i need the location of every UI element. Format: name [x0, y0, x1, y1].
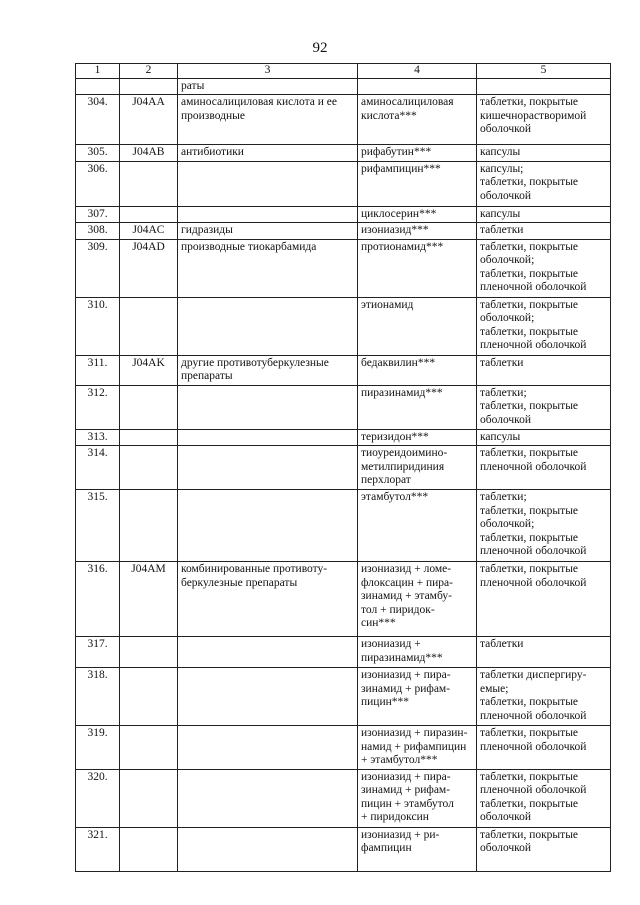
dosage-form-line: таблетки, покрытые [480, 400, 579, 412]
table-row [76, 145, 611, 162]
group-name-line: аминосалициловая кислота и ее [181, 96, 337, 108]
group-name [178, 429, 358, 446]
dosage-form [477, 223, 611, 240]
dosage-form-line: оболочкой [480, 189, 532, 202]
table-row [76, 562, 611, 637]
dosage-form [477, 206, 611, 223]
group-name [178, 223, 358, 240]
dosage-form-line: таблетки; [480, 386, 527, 399]
atc-code [120, 637, 178, 668]
dosage-form-line: пленочной оболочкой [480, 339, 587, 351]
row-number: 315. [76, 490, 120, 562]
group-name [178, 726, 358, 770]
drug-name [358, 769, 477, 827]
group-name [178, 239, 358, 297]
group-name-line: антибиотики [181, 146, 244, 158]
drug-name-line: изониазид + пира- [361, 770, 451, 783]
drug-name-line: тиоуреидоимино- [361, 447, 448, 459]
atc-code: J04AD [120, 239, 178, 297]
page-number: 92 [312, 40, 328, 56]
drug-name-line: изониазид*** [361, 224, 429, 236]
atc-code: J04AA [120, 95, 178, 145]
dosage-form-line: оболочкой; [480, 254, 535, 266]
dosage-form [477, 668, 611, 726]
drug-name-line: перхлорат [361, 474, 411, 486]
row-number: 309. [76, 239, 120, 297]
drug-name-line: флоксацин + пира- [361, 576, 453, 589]
dosage-form [477, 385, 611, 429]
dosage-form [477, 429, 611, 446]
dosage-form [477, 562, 611, 637]
continuation-row [76, 78, 611, 95]
table-row [76, 726, 611, 770]
dosage-form-line: пленочной оболочкой [480, 281, 587, 293]
dosage-form-line: оболочкой [480, 413, 532, 426]
group-name [178, 668, 358, 726]
atc-code [120, 206, 178, 223]
drug-name-line: циклосерин*** [361, 207, 437, 220]
row-number: 307. [76, 206, 120, 223]
dosage-form-line: оболочкой [480, 811, 532, 823]
drug-name [358, 429, 477, 446]
drug-name-line: фампицин [361, 842, 412, 854]
drug-name-line: протионамид*** [361, 240, 444, 253]
drug-name-line: изониазид + ри- [361, 828, 440, 841]
group-name-line: производные [181, 109, 245, 122]
atc-code [120, 297, 178, 355]
drug-name [358, 562, 477, 637]
drug-name-line: син*** [361, 617, 396, 629]
drug-name-line: этионамид [361, 298, 414, 311]
table-row [76, 95, 611, 145]
table-row [76, 355, 611, 385]
row-number: 308. [76, 223, 120, 240]
column-header: 1 [76, 64, 120, 79]
row-number: 311. [76, 355, 120, 385]
group-name [178, 161, 358, 206]
drug-name-line: зинамид + рифам- [361, 784, 451, 796]
table-body [76, 64, 611, 872]
atc-code [120, 385, 178, 429]
dosage-form-line: оболочкой [480, 123, 532, 135]
atc-code [120, 161, 178, 206]
table-row [76, 385, 611, 429]
dosage-form-line: капсулы [480, 207, 521, 220]
column-header: 5 [477, 64, 611, 79]
group-name [178, 145, 358, 162]
row-number: 317. [76, 637, 120, 668]
dosage-form-line: таблетки, покрытые [480, 828, 579, 841]
dosage-form-line: таблетки, покрытые [480, 325, 579, 338]
drug-name [358, 385, 477, 429]
drug-name [358, 668, 477, 726]
drug-name [358, 161, 477, 206]
dosage-form-line: кишечнорастворимой [480, 109, 587, 122]
dosage-form-line: таблетки [480, 356, 524, 369]
group-name-line: комбинированные противоту- [181, 563, 328, 575]
table-row [76, 769, 611, 827]
dosage-form-line: оболочкой; [480, 518, 535, 530]
group-name-line: производные тиокарбамида [181, 240, 317, 253]
drug-name-line: бедаквилин*** [361, 356, 436, 369]
dosage-form-line: емые; [480, 682, 509, 695]
group-name [178, 490, 358, 562]
dosage-form-line: таблетки, покрытые [480, 176, 579, 188]
drug-name-line: + этамбутол*** [361, 754, 438, 766]
drug-name [358, 637, 477, 668]
dosage-form-line: пленочной оболочкой [480, 576, 587, 589]
table-row [76, 490, 611, 562]
dosage-form-line: таблетки диспергиру- [480, 669, 587, 681]
dosage-form-line: пленочной оболочкой [480, 740, 587, 753]
drug-name-line: этамбутол*** [361, 491, 429, 503]
group-name [178, 769, 358, 827]
dosage-form [477, 769, 611, 827]
column-header: 4 [358, 64, 477, 79]
group-name [178, 637, 358, 668]
table-row [76, 827, 611, 871]
group-name-line: беркулезные препараты [181, 576, 298, 589]
drug-name-line: зинамид + рифам- [361, 682, 451, 695]
row-number: 321. [76, 827, 120, 871]
group-name [178, 297, 358, 355]
drug-name-line: изониазид + ломе- [361, 563, 452, 575]
dosage-form-line: таблетки [480, 224, 524, 236]
drug-name [358, 145, 477, 162]
table-row [76, 206, 611, 223]
dosage-form-line: таблетки, покрытые [480, 96, 579, 108]
dosage-form-line: таблетки, покрытые [480, 504, 579, 517]
column-header: 3 [178, 64, 358, 79]
group-name-line: другие противотуберкулезные [181, 356, 329, 369]
table-row [76, 223, 611, 240]
dosage-form-line: таблетки; [480, 491, 527, 503]
dosage-form [477, 161, 611, 206]
table-row [76, 297, 611, 355]
dosage-form-line: таблетки, покрытые [480, 797, 579, 810]
group-name [178, 206, 358, 223]
drug-name-line: рифабутин*** [361, 146, 432, 158]
dosage-form-line: таблетки, покрытые [480, 770, 579, 783]
table-row [76, 668, 611, 726]
dosage-form-line: капсулы [480, 430, 521, 443]
dosage-form-line: таблетки, покрытые [480, 447, 579, 459]
drug-name-line: пицин*** [361, 696, 410, 708]
atc-code [120, 726, 178, 770]
drug-name-line: теризидон*** [361, 430, 429, 443]
dosage-form-line: таблетки, покрытые [480, 240, 579, 253]
dosage-form-line: пленочной оболочкой [480, 784, 587, 796]
row-number: 310. [76, 297, 120, 355]
row-number: 312. [76, 385, 120, 429]
dosage-form [477, 827, 611, 871]
atc-code: J04AM [120, 562, 178, 637]
atc-code [120, 769, 178, 827]
atc-code [120, 490, 178, 562]
dosage-form-line: таблетки, покрытые [480, 727, 579, 739]
drug-name-line: изониазид + пиразин- [361, 727, 468, 739]
row-number: 319. [76, 726, 120, 770]
header-row [76, 64, 611, 79]
dosage-form-line: пленочной оболочкой [480, 460, 587, 473]
group-name-line: гидразиды [181, 224, 233, 236]
dosage-form [477, 239, 611, 297]
table-row [76, 161, 611, 206]
dosage-form [477, 355, 611, 385]
drug-name-line: рифампицин*** [361, 162, 441, 175]
drug-name-line: кислота*** [361, 109, 417, 122]
dosage-form-line: таблетки, покрытые [480, 298, 579, 311]
medication-table [75, 63, 611, 872]
table-row [76, 446, 611, 490]
drug-name [358, 446, 477, 490]
drug-name-line: метилпиридиния [361, 460, 445, 473]
drug-name-line: зинамид + этамбу- [361, 590, 452, 602]
atc-code: J04AC [120, 223, 178, 240]
group-name [178, 446, 358, 490]
dosage-form [477, 637, 611, 668]
dosage-form-line: таблетки, покрытые [480, 531, 579, 544]
dosage-form [477, 145, 611, 162]
drug-name-line: изониазид + [361, 638, 421, 650]
dosage-form-line: таблетки, покрытые [480, 563, 579, 575]
row-number: 318. [76, 668, 120, 726]
drug-name [358, 95, 477, 145]
group-name [178, 562, 358, 637]
drug-name-line: аминосалициловая [361, 96, 454, 108]
drug-name [358, 490, 477, 562]
drug-name [358, 297, 477, 355]
dosage-form-line: таблетки, покрытые [480, 267, 579, 280]
group-name [178, 355, 358, 385]
drug-name [358, 355, 477, 385]
group-name [178, 385, 358, 429]
dosage-form [477, 297, 611, 355]
drug-name-line: пицин + этамбутол [361, 797, 454, 810]
dosage-form-line: капсулы; [480, 162, 524, 175]
dosage-form-line: капсулы [480, 146, 521, 158]
dosage-form [477, 490, 611, 562]
row-number: 305. [76, 145, 120, 162]
drug-name [358, 206, 477, 223]
dosage-form-line: оболочкой [480, 842, 532, 854]
row-number: 313. [76, 429, 120, 446]
continuation-text: раты [178, 78, 358, 95]
dosage-form-line: таблетки [480, 638, 524, 650]
drug-name [358, 223, 477, 240]
drug-name-line: изониазид + пира- [361, 669, 451, 681]
drug-name [358, 827, 477, 871]
dosage-form-line: оболочкой; [480, 312, 535, 324]
drug-name-line: + пиридоксин [361, 811, 429, 823]
row-number: 306. [76, 161, 120, 206]
drug-name [358, 239, 477, 297]
drug-name-line: пиразинамид*** [361, 651, 443, 664]
dosage-form [477, 446, 611, 490]
dosage-form [477, 95, 611, 145]
atc-code: J04AB [120, 145, 178, 162]
group-name [178, 827, 358, 871]
row-number: 304. [76, 95, 120, 145]
table-row [76, 239, 611, 297]
atc-code [120, 429, 178, 446]
atc-code [120, 827, 178, 871]
drug-name-line: тол + пиридок- [361, 603, 435, 616]
dosage-form-line: пленочной оболочкой [480, 709, 587, 722]
column-header: 2 [120, 64, 178, 79]
row-number: 314. [76, 446, 120, 490]
table-row [76, 637, 611, 668]
dosage-form [477, 726, 611, 770]
dosage-form-line: пленочной оболочкой [480, 545, 587, 557]
drug-name-line: намид + рифампицин [361, 740, 467, 753]
atc-code: J04AK [120, 355, 178, 385]
dosage-form-line: таблетки, покрытые [480, 696, 579, 708]
atc-code [120, 446, 178, 490]
group-name [178, 95, 358, 145]
table-row [76, 429, 611, 446]
row-number: 320. [76, 769, 120, 827]
drug-name [358, 726, 477, 770]
atc-code [120, 668, 178, 726]
row-number: 316. [76, 562, 120, 637]
group-name-line: препараты [181, 370, 233, 382]
drug-name-line: пиразинамид*** [361, 386, 443, 399]
